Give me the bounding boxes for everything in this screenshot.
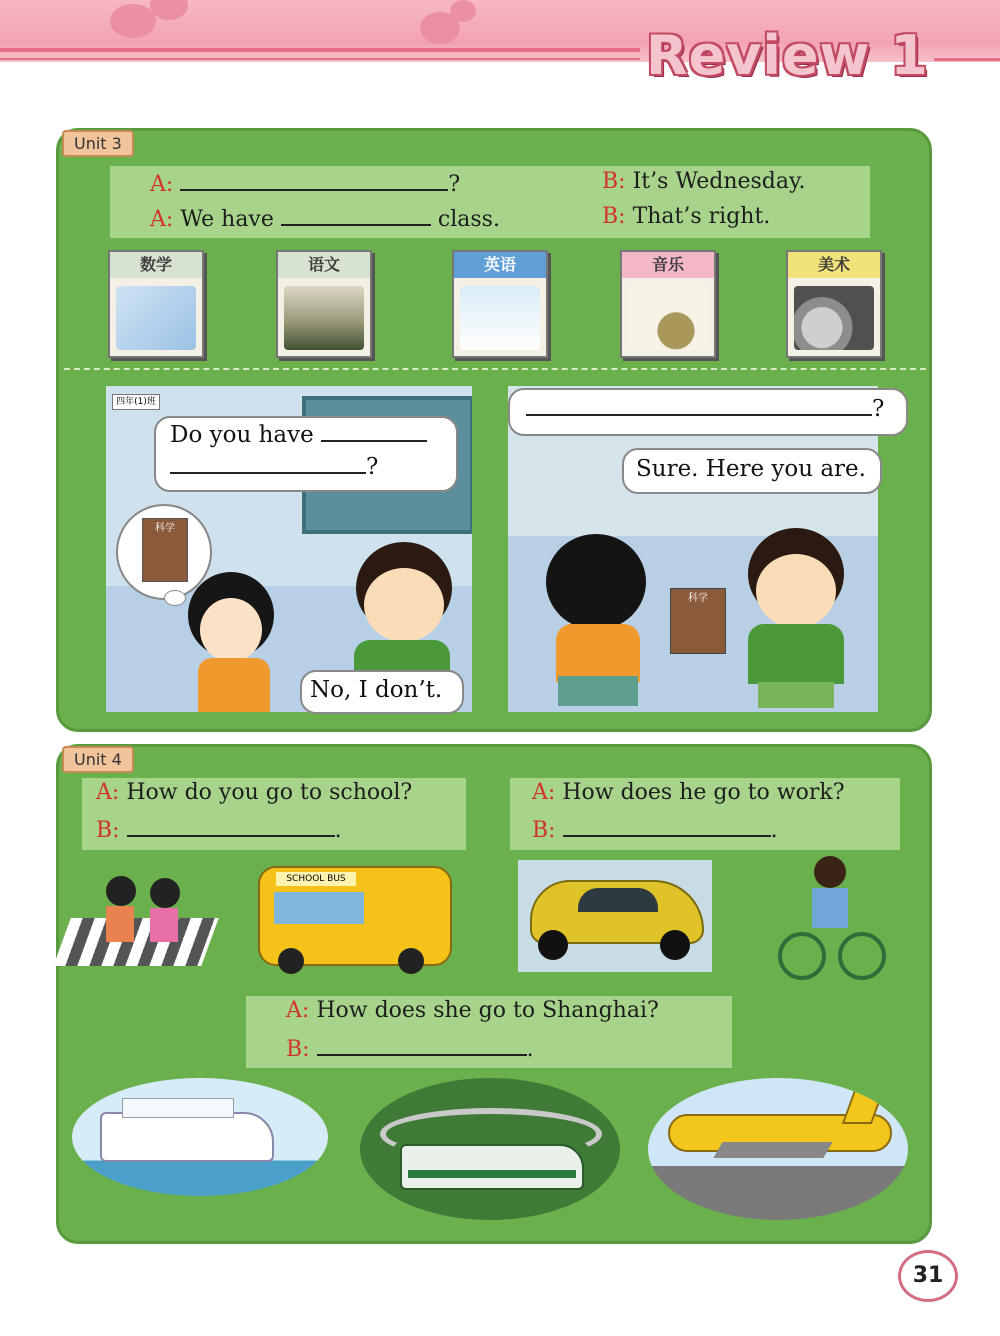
ship-deck	[122, 1098, 234, 1118]
answer-blank[interactable]	[526, 396, 872, 416]
book-art	[786, 250, 882, 358]
bus-wheel	[398, 948, 424, 974]
bicycle-wheel	[838, 932, 886, 980]
q1-line-a	[96, 780, 412, 805]
question-text: How do you go to school?	[126, 780, 413, 805]
bus-sign: SCHOOL BUS	[276, 872, 356, 886]
book-cover-art	[284, 286, 364, 350]
q1-line-b	[96, 815, 342, 843]
answer-blank[interactable]	[317, 1034, 527, 1056]
thought-book: 科学	[142, 518, 188, 582]
thought-dot	[164, 590, 186, 606]
bubble-line-1	[170, 422, 427, 448]
speech-bubble-question	[508, 388, 908, 436]
ship-picture	[72, 1078, 328, 1196]
walking-picture	[62, 872, 212, 972]
book-title: 语文	[278, 252, 370, 278]
child-head	[150, 878, 180, 908]
speech-bubble-reply	[300, 670, 464, 714]
classroom-sign: 四年(1)班	[112, 394, 160, 410]
bicycle-picture	[778, 856, 884, 988]
period: .	[770, 818, 778, 843]
speaker-a: A:	[96, 780, 120, 805]
period: .	[334, 818, 342, 843]
girl-face	[200, 598, 262, 662]
flower-decoration	[110, 4, 156, 38]
answer-blank[interactable]	[127, 815, 335, 837]
school-bus-picture	[258, 862, 448, 974]
bubble-text: Do you have	[170, 422, 314, 448]
ship-hull	[100, 1112, 274, 1162]
speaker-a: A:	[532, 780, 556, 805]
q3-line-b	[286, 1034, 534, 1062]
rider-body	[812, 888, 848, 928]
bubble-text: No, I don’t.	[310, 677, 443, 703]
dialog-line-b2	[602, 204, 770, 229]
car-wheel	[538, 930, 568, 960]
child-body	[106, 906, 134, 942]
book-title: 音乐	[622, 252, 714, 278]
car-picture	[518, 860, 712, 972]
question-mark: ?	[872, 396, 885, 422]
bicycle-wheel	[778, 932, 826, 980]
answer-blank[interactable]	[281, 204, 431, 226]
speaker-b: B:	[286, 1037, 310, 1062]
girl-shirt	[556, 624, 640, 682]
book-music	[620, 250, 716, 358]
speech-bubble-question	[154, 416, 458, 492]
rider-head	[814, 856, 846, 888]
car-wheel	[660, 930, 690, 960]
header-rule	[0, 58, 640, 60]
speaker-a: A:	[150, 207, 174, 232]
child-head	[106, 876, 136, 906]
train-body	[400, 1144, 584, 1190]
page-title: Review 1	[646, 24, 929, 87]
speaker-b: B:	[602, 169, 626, 194]
period: .	[526, 1037, 534, 1062]
speaker-b: B:	[532, 818, 556, 843]
book-cover-art	[460, 286, 540, 350]
question-mark: ?	[366, 454, 379, 480]
question-mark: ?	[448, 172, 461, 197]
answer-blank[interactable]	[170, 454, 366, 474]
speaker-b: B:	[96, 818, 120, 843]
boy-face	[756, 554, 836, 628]
girl-skirt	[558, 676, 638, 706]
dialog-line-b1	[602, 169, 806, 194]
plane-picture	[648, 1078, 908, 1220]
dialog-text: It’s Wednesday.	[632, 169, 806, 194]
speaker-b: B:	[602, 204, 626, 229]
page-number: 31	[898, 1250, 958, 1302]
child-body	[150, 908, 178, 942]
flower-decoration	[450, 0, 476, 22]
car-window	[578, 888, 658, 912]
girl-hair	[546, 534, 646, 630]
answer-blank[interactable]	[563, 815, 771, 837]
speaker-a: A:	[150, 172, 174, 197]
boy-face	[364, 568, 444, 642]
speech-bubble-reply	[622, 448, 882, 494]
dialog-text: We have	[180, 207, 274, 232]
book-english	[452, 250, 548, 358]
book-math	[108, 250, 204, 358]
thought-bubble	[116, 504, 212, 600]
boy-shorts	[758, 682, 834, 708]
dialog-line-a1	[150, 169, 460, 197]
boy-shirt	[748, 624, 844, 684]
book-chinese	[276, 250, 372, 358]
plane-wing	[713, 1142, 832, 1158]
speaker-a: A:	[286, 998, 310, 1023]
bus-wheel	[278, 948, 304, 974]
dialog-line-a2	[150, 204, 500, 232]
bus-window	[274, 892, 364, 924]
bubble-line-2	[170, 454, 378, 480]
q2-line-b	[532, 815, 778, 843]
question-text: How does he go to work?	[562, 780, 845, 805]
train-stripe	[408, 1170, 576, 1178]
science-book: 科学	[670, 588, 726, 654]
dialog-text: class.	[437, 207, 500, 232]
bubble-line	[526, 396, 884, 422]
book-cover-art	[794, 286, 874, 350]
book-cover-art	[628, 286, 708, 350]
unit4-tag: Unit 4	[62, 746, 134, 773]
girl-shirt	[198, 658, 270, 712]
q3-line-a	[286, 998, 659, 1023]
dialog-text: That’s right.	[632, 204, 771, 229]
crosswalk	[53, 918, 218, 966]
header-rule	[934, 58, 1000, 61]
answer-blank[interactable]	[180, 169, 448, 191]
header-rule	[0, 48, 640, 52]
book-title: 美术	[788, 252, 880, 278]
book-title: 数学	[110, 252, 202, 278]
answer-blank[interactable]	[321, 422, 427, 442]
section-divider	[64, 368, 926, 370]
unit3-tag: Unit 3	[62, 130, 134, 157]
bubble-text: Sure. Here you are.	[636, 456, 866, 482]
book-cover-art	[116, 286, 196, 350]
question-text: How does she go to Shanghai?	[316, 998, 659, 1023]
q2-line-a	[532, 780, 845, 805]
train-picture	[360, 1078, 620, 1220]
flower-decoration	[150, 0, 188, 20]
book-title: 英语	[454, 252, 546, 278]
